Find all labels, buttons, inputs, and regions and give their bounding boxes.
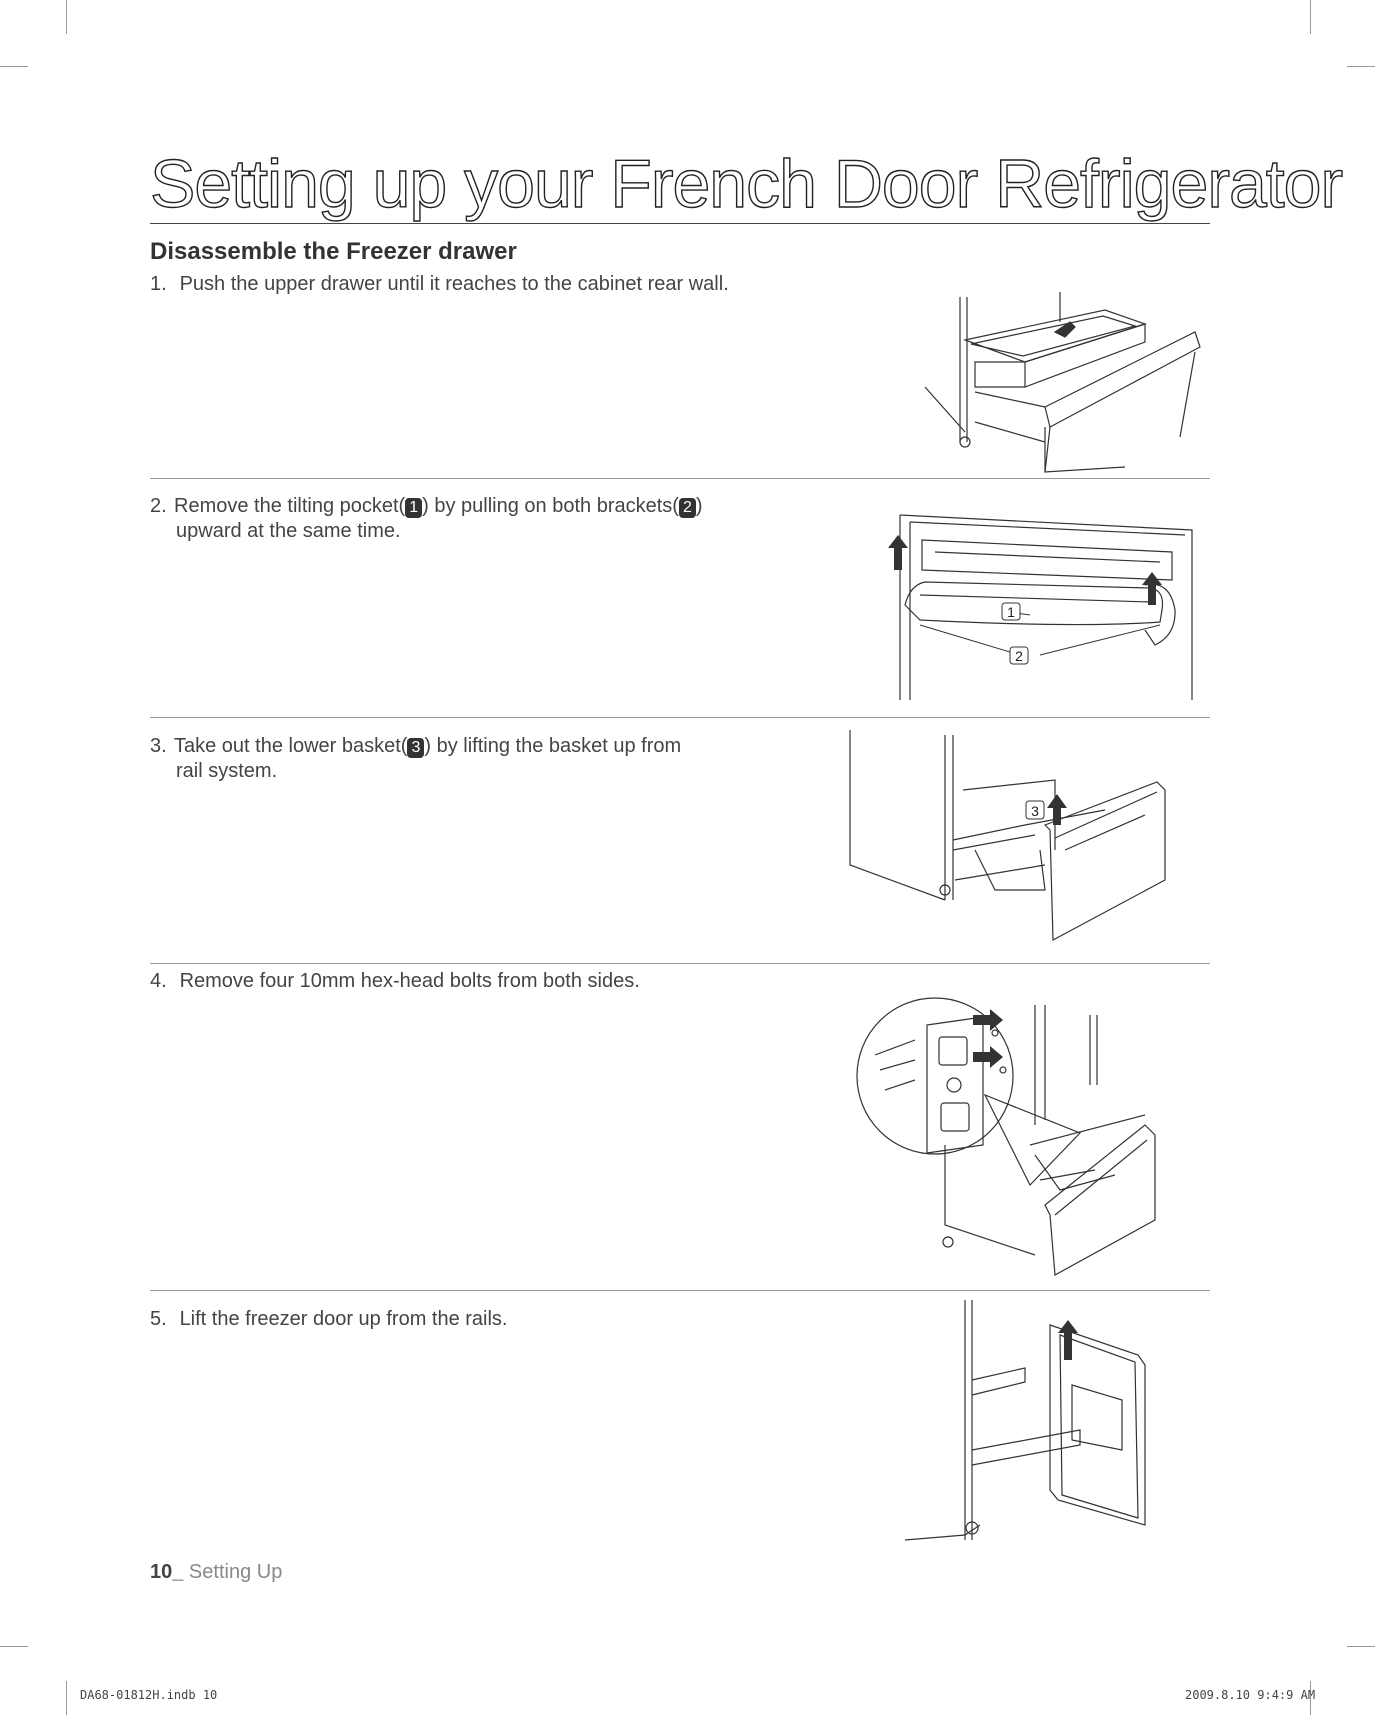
step-divider — [150, 963, 1210, 964]
step-4 — [150, 969, 810, 994]
step-text-continued: rail system. — [176, 760, 278, 782]
step-text: Lift the freezer door up from the rails. — [179, 1308, 508, 1330]
illustration-lower-basket — [845, 730, 1175, 945]
callout-badge-2: 2 — [679, 498, 696, 518]
step-divider — [150, 1290, 1210, 1291]
illustration-tilting-pocket — [880, 510, 1200, 700]
page-title: Setting up your French Door Refrigerator — [150, 146, 1343, 222]
step-1 — [150, 272, 810, 297]
step-text-continued: upward at the same time. — [176, 520, 401, 542]
step-number: 2. — [150, 495, 167, 517]
footer-section: Setting Up — [183, 1561, 283, 1583]
illustration-upper-drawer — [915, 292, 1215, 482]
crop-mark — [66, 1681, 67, 1715]
step-text: ) by pulling on both brackets( — [422, 495, 679, 517]
step-text: ) — [695, 495, 703, 517]
crop-mark — [1310, 0, 1311, 34]
step-number: 3. — [150, 735, 167, 757]
crop-mark — [0, 1646, 28, 1647]
slug-left: DA68-01812H.indb 10 — [80, 1688, 218, 1702]
step-text: Remove four 10mm hex-head bolts from both sides. — [179, 970, 640, 992]
step-text: ) by lifting the basket up from — [424, 735, 682, 757]
callout-2: 2 — [1015, 648, 1023, 664]
callout-1: 1 — [1007, 604, 1015, 620]
callout-badge-1: 1 — [405, 498, 422, 518]
step-5 — [150, 1307, 810, 1332]
step-divider — [150, 717, 1210, 718]
crop-mark — [1347, 1646, 1375, 1647]
page-number: 10_ — [150, 1561, 184, 1583]
crop-mark — [0, 66, 28, 67]
title-rule — [150, 223, 1210, 224]
callout-badge-3: 3 — [407, 738, 424, 758]
step-text: Push the upper drawer until it reaches to the cabinet rear wall. — [179, 273, 729, 295]
step-text: Remove the tilting pocket( — [174, 495, 406, 517]
page-footer — [150, 1561, 282, 1584]
step-2 — [150, 494, 810, 544]
crop-mark — [1347, 66, 1375, 67]
step-number: 5. — [150, 1308, 167, 1330]
step-divider — [150, 478, 1210, 479]
illustration-hex-bolts — [855, 995, 1175, 1280]
step-number: 1. — [150, 273, 167, 295]
step-text: Take out the lower basket( — [174, 735, 408, 757]
section-heading: Disassemble the Freezer drawer — [150, 238, 517, 265]
crop-mark — [66, 0, 67, 34]
illustration-freezer-door — [900, 1300, 1160, 1550]
callout-3: 3 — [1031, 803, 1039, 819]
slug-right: 2009.8.10 9:4:9 AM — [1185, 1688, 1316, 1702]
step-3 — [150, 734, 810, 784]
step-number: 4. — [150, 970, 167, 992]
